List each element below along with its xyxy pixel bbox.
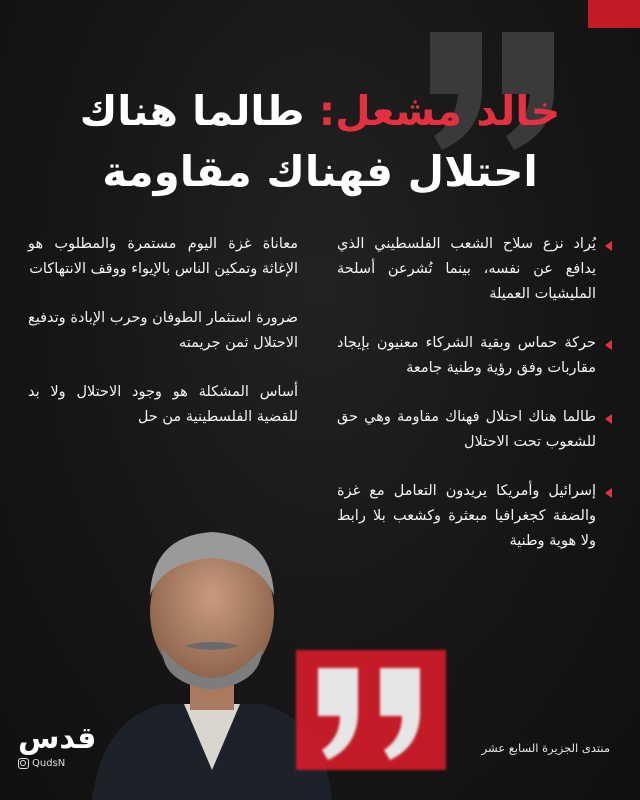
- quote-text: ضرورة استثمار الطوفان وحرب الإبادة وتدفيع الاحتلال ثمن جريمته: [28, 310, 298, 351]
- quote-item: [337, 232, 612, 307]
- quote-text: حركة حماس وبقية الشركاء معنيون بإيجاد مقاربات وفق رؤية وطنية جامعة: [337, 335, 596, 376]
- corner-decoration: [588, 0, 640, 28]
- quote-item: [337, 479, 612, 554]
- quote-item: [337, 405, 612, 455]
- handle-text: QudsN: [32, 758, 66, 769]
- logo-wordmark: قدس: [18, 721, 97, 756]
- social-handle: [18, 758, 114, 769]
- headline-line-1-rest: طالما هناك: [79, 87, 305, 135]
- bullet-triangle-icon: [605, 488, 612, 498]
- quote-item: [28, 306, 298, 356]
- quotes-left-column: [28, 232, 298, 454]
- instagram-icon: [18, 758, 29, 769]
- quote-text: معاناة غزة اليوم مستمرة والمطلوب هو الإغاثة وتمكين الناس بالإيواء ووقف الانتهاكات: [28, 236, 298, 277]
- bullet-triangle-icon: [605, 414, 612, 424]
- quote-text: طالما هناك احتلال فهناك مقاومة وهي حق للشعوب تحت الاحتلال: [337, 409, 596, 450]
- brand-logo: [18, 722, 114, 769]
- bullet-triangle-icon: [605, 340, 612, 350]
- quote-text: يُراد نزع سلاح الشعب الفلسطيني الذي يدافع عن نفسه، بينما تُشرعن أسلحة المليشيات العميلة: [337, 236, 596, 302]
- quote-text: إسرائيل وأمريكا يريدون التعامل مع غزة والضفة كجغرافيا مبعثرة وكشعب بلا رابط ولا هوية وطنية: [337, 483, 596, 549]
- source-label: منتدى الجزيرة السابع عشر: [481, 741, 610, 755]
- quote-text: أساس المشكلة هو وجود الاحتلال ولا بد للقضية الفلسطينية من حل: [28, 384, 298, 425]
- headline: [40, 82, 600, 202]
- headline-line-1: [40, 82, 600, 140]
- quote-item: [337, 331, 612, 381]
- quotes-right-column: [337, 232, 612, 578]
- quote-item: [28, 380, 298, 430]
- quote-mark-bottom-icon: [296, 650, 446, 770]
- headline-line-2: احتلال فهناك مقاومة: [102, 147, 538, 196]
- bullet-triangle-icon: [605, 241, 612, 251]
- speaker-name: خالد مشعل:: [318, 87, 561, 135]
- quote-item: [28, 232, 298, 282]
